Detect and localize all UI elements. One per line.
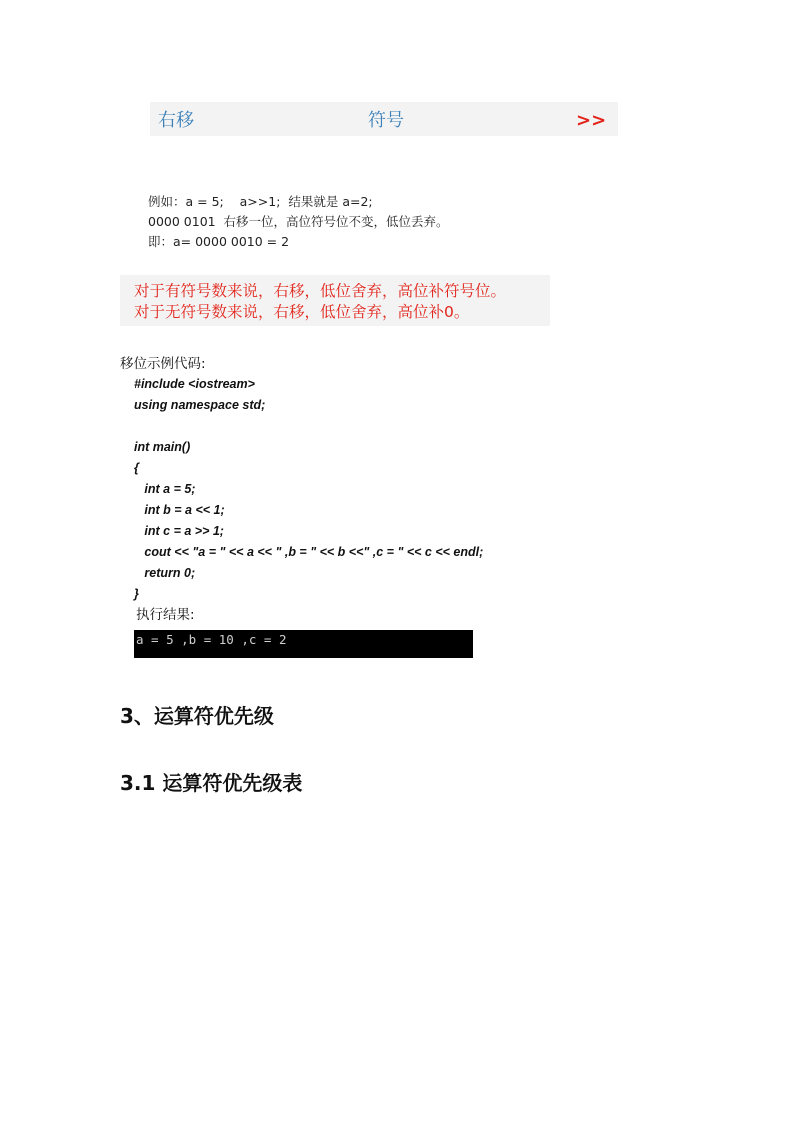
example-line: 例如：a = 5; a>>1; 结果就是 a=2; bbox=[148, 194, 373, 209]
code-line: } bbox=[134, 587, 139, 601]
code-line: cout << "a = " << a << " ,b = " << b <<" ,c = " << c << endl; bbox=[134, 545, 484, 559]
code-example-label: 移位示例代码: bbox=[120, 356, 206, 372]
code-line: #include <iostream> bbox=[134, 377, 255, 391]
console-output-panel bbox=[134, 630, 473, 658]
subsection-heading: 3.1 运算符优先级表 bbox=[120, 771, 303, 795]
code-line: using namespace std; bbox=[134, 398, 266, 412]
code-line: int a = 5; bbox=[134, 482, 196, 496]
console-output-text: a = 5 ,b = 10 ,c = 2 bbox=[136, 632, 287, 647]
note-line: 对于有符号数来说，右移，低位舍弃，高位补符号位。 bbox=[134, 282, 507, 300]
result-label: 执行结果: bbox=[136, 607, 195, 623]
code-block bbox=[134, 374, 483, 605]
operator-symbol-cell: >> bbox=[576, 110, 607, 131]
code-line: int c = a >> 1; bbox=[134, 524, 224, 538]
shift-operator-table-row bbox=[150, 102, 618, 136]
code-line bbox=[134, 416, 483, 437]
shift-example bbox=[148, 192, 449, 252]
operator-name-cell: 右移 bbox=[158, 110, 194, 131]
example-line: 0000 0101 右移一位，高位符号位不变，低位丢弃。 bbox=[148, 214, 449, 229]
symbol-label-cell: 符号 bbox=[368, 110, 404, 131]
section-heading: 3、运算符优先级 bbox=[120, 704, 274, 728]
code-line: int b = a << 1; bbox=[134, 503, 225, 517]
code-line: int main() bbox=[134, 440, 191, 454]
note-line: 对于无符号数来说，右移，低位舍弃，高位补0。 bbox=[134, 303, 470, 321]
code-line: return 0; bbox=[134, 566, 196, 580]
example-line: 即：a= 0000 0010 = 2 bbox=[148, 234, 290, 249]
code-line: { bbox=[134, 461, 139, 475]
signed-unsigned-note bbox=[120, 275, 550, 326]
